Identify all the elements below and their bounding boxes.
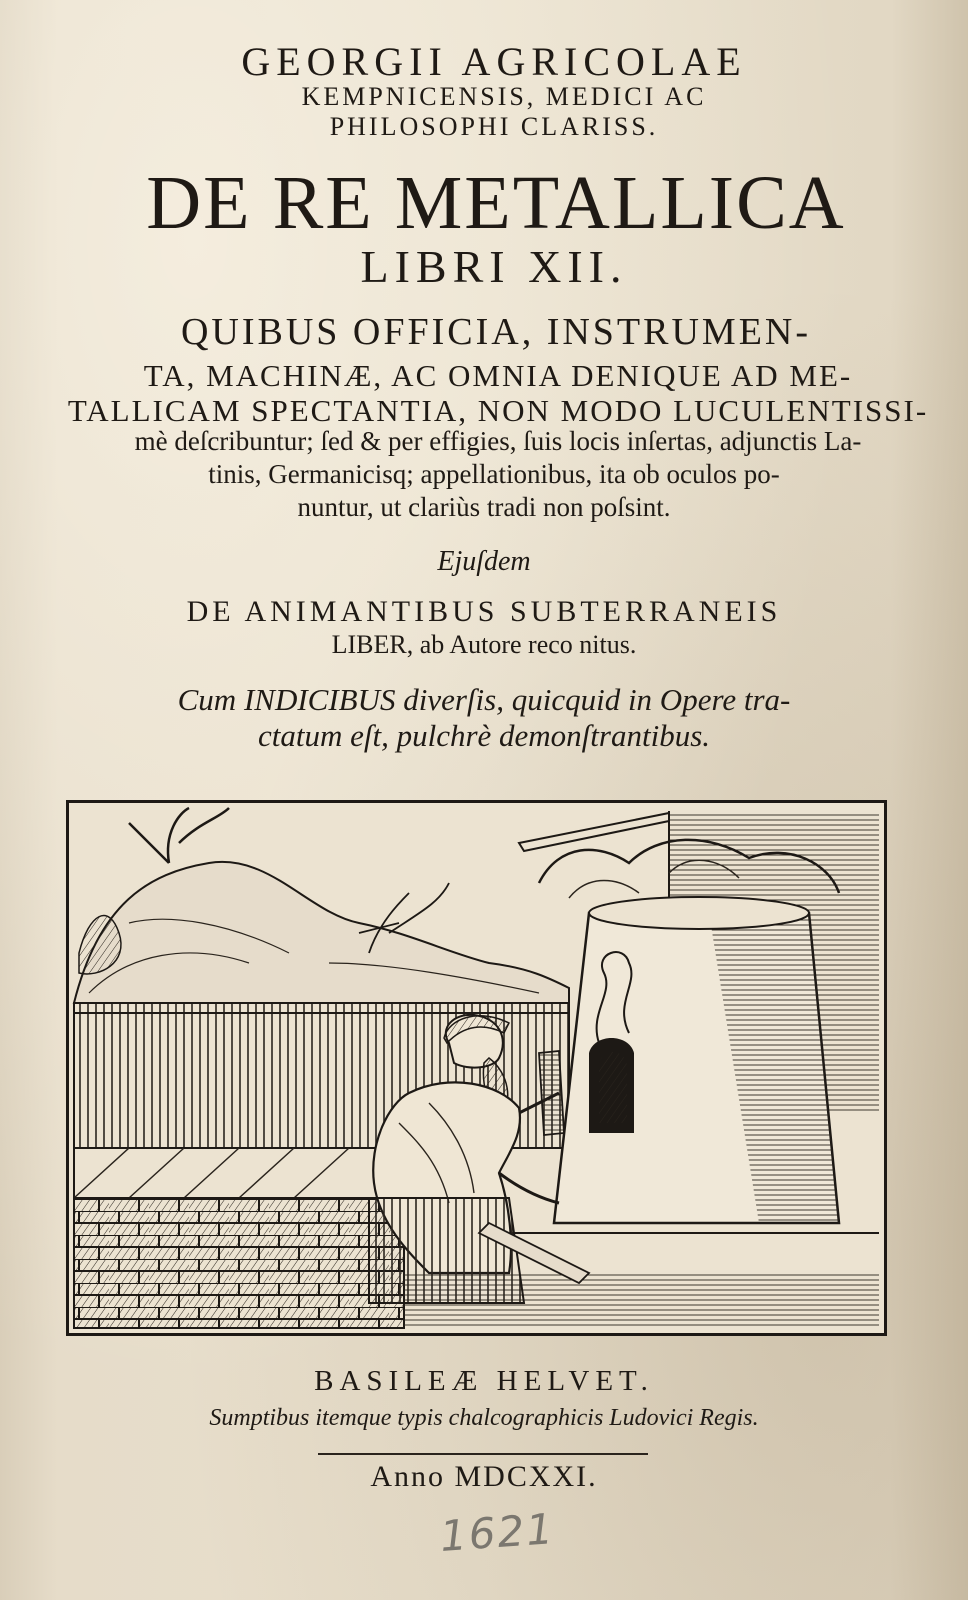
description-line3: TALLICAM SPECTANTIA, NON MODO LUCULENTISSI- [67,393,929,428]
brick-bench [74,1148,404,1328]
description-line2: TA, MACHINÆ, AC OMNIA DENIQUE AD ME- [143,358,853,393]
description-line4: mè deſcribuntur; ſed & per effigies, ſuis locis inſertas, adjunctis La- [134,426,862,456]
author-qualifications-line2: PHILOSOPHI CLARISS. [329,112,659,141]
description-line6: nuntur, ut clariùs tradi non poſsint. [297,492,671,522]
imprint-place: BASILEÆ HELVET. [314,1365,654,1397]
book-subtitle: LIBRI XII. [360,241,628,292]
ejusdem-label: Ejuſdem [437,546,531,577]
handwritten-year-note: 1621 [438,1504,557,1561]
indices-line2: ctatum eſt, pulchrè demonſtrantibus. [257,718,711,753]
author-name: GEORGII AGRICOLAE [241,39,747,84]
author-qualifications-line1: KEMPNICENSIS, MEDICI AC [301,82,707,111]
indices-line1: Cum INDICIBUS diverſis, quicquid in Opere tra- [177,682,791,717]
imprint-rule [318,1453,648,1455]
imprint-printer: Sumptibus itemque typis chalcographicis Ludovici Regis. [209,1405,759,1431]
hill [74,808,569,1003]
woodcut-illustration [66,800,887,1336]
animantibus-title: DE ANIMANTIBUS SUBTERRANEIS [186,595,782,628]
imprint-year: Anno MDCXXI. [370,1460,598,1493]
liber-line: LIBER, ab Autore reco nitus. [331,630,637,659]
description-line1: QUIBUS OFFICIA, INSTRUMEN- [180,311,812,353]
description-line5: tinis, Germanicisq; appellationibus, ita ob oculos po- [208,459,780,489]
book-title: DE RE METALLICA [146,161,846,245]
